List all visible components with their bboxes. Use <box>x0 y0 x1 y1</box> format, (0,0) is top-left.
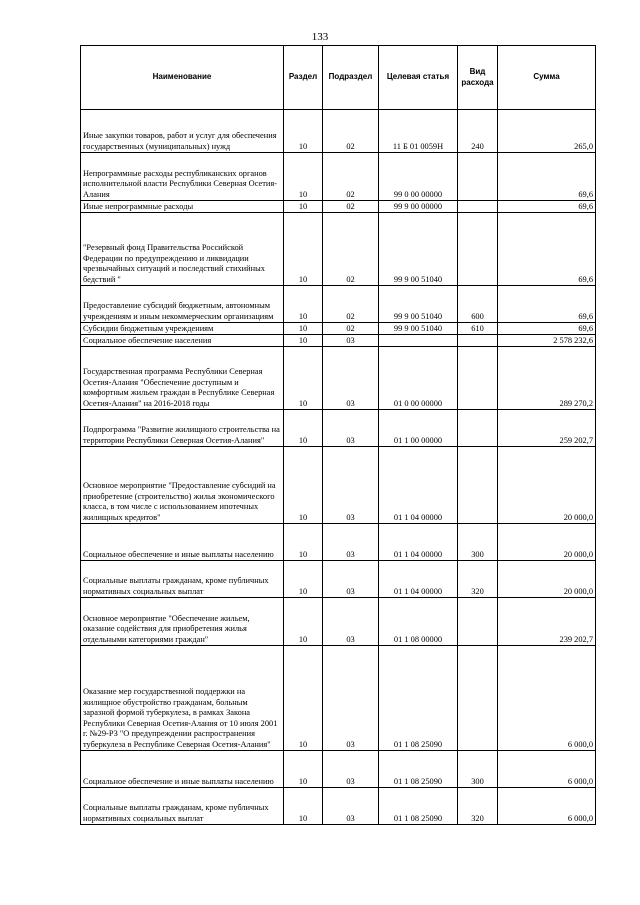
cell-tselevaya: 01 0 00 00000 <box>379 347 458 410</box>
cell-summa: 20 000,0 <box>498 447 596 524</box>
cell-razdel: 10 <box>284 347 323 410</box>
cell-razdel: 10 <box>284 598 323 646</box>
cell-tselevaya: 99 9 00 51040 <box>379 323 458 335</box>
cell-name: Подпрограмма "Развитие жилищного строительства на территории Республики Северная Осетия-Алания" <box>81 410 284 447</box>
cell-tselevaya: 01 1 08 25090 <box>379 646 458 751</box>
cell-summa: 265,0 <box>498 110 596 153</box>
cell-vid: 600 <box>458 286 498 323</box>
cell-razdel: 10 <box>284 788 323 825</box>
cell-podrazdel: 02 <box>323 286 379 323</box>
table-row <box>81 788 596 825</box>
cell-podrazdel: 02 <box>323 323 379 335</box>
cell-name: Социальные выплаты гражданам, кроме публичных нормативных социальных выплат <box>81 561 284 598</box>
cell-vid: 300 <box>458 751 498 788</box>
cell-summa: 69,6 <box>498 213 596 286</box>
column-header-tselevaya: Целевая статья <box>379 46 458 110</box>
cell-tselevaya: 99 0 00 00000 <box>379 153 458 201</box>
cell-podrazdel: 03 <box>323 751 379 788</box>
cell-summa: 20 000,0 <box>498 524 596 561</box>
column-header-vid: Вид расхода <box>458 46 498 110</box>
cell-podrazdel: 03 <box>323 347 379 410</box>
cell-summa: 6 000,0 <box>498 788 596 825</box>
cell-vid <box>458 201 498 213</box>
cell-vid <box>458 335 498 347</box>
cell-tselevaya: 01 1 04 00000 <box>379 447 458 524</box>
cell-tselevaya: 11 Б 01 0059Н <box>379 110 458 153</box>
cell-podrazdel: 02 <box>323 110 379 153</box>
cell-tselevaya: 01 1 04 00000 <box>379 561 458 598</box>
cell-razdel: 10 <box>284 561 323 598</box>
cell-tselevaya: 01 1 08 00000 <box>379 598 458 646</box>
cell-razdel: 10 <box>284 410 323 447</box>
table-row <box>81 347 596 410</box>
cell-summa: 289 270,2 <box>498 347 596 410</box>
cell-tselevaya <box>379 335 458 347</box>
cell-vid: 240 <box>458 110 498 153</box>
cell-name: Предоставление субсидий бюджетным, автономным учреждениям и иным некоммерческим организациям <box>81 286 284 323</box>
cell-razdel: 10 <box>284 213 323 286</box>
cell-razdel: 10 <box>284 447 323 524</box>
cell-razdel: 10 <box>284 646 323 751</box>
cell-podrazdel: 02 <box>323 201 379 213</box>
table-row <box>81 646 596 751</box>
cell-vid <box>458 213 498 286</box>
budget-table <box>80 45 596 825</box>
column-header-name: Наименование <box>81 46 284 110</box>
table-row <box>81 335 596 347</box>
cell-summa: 2 578 232,6 <box>498 335 596 347</box>
cell-name: Иные непрограммные расходы <box>81 201 284 213</box>
cell-summa: 69,6 <box>498 153 596 201</box>
table-row <box>81 561 596 598</box>
cell-vid <box>458 598 498 646</box>
cell-podrazdel: 02 <box>323 213 379 286</box>
cell-razdel: 10 <box>284 110 323 153</box>
cell-tselevaya: 01 1 08 25090 <box>379 788 458 825</box>
cell-podrazdel: 03 <box>323 561 379 598</box>
cell-name: Государственная программа Республики Северная Осетия-Алания "Обеспечение доступным и комфортным жильем граждан в Республике Северная Осетия-Алания" на 2016-2018 годы <box>81 347 284 410</box>
cell-name: Оказание мер государственной поддержки на жилищное обустройство гражданам, больным заразной формой туберкулеза, в рамках Закона Республики Северная Осетия-Алания от 10 июля 2001 г. №29-РЗ "О предупреждении распространения туберкулеза в Республике Северная Осетия-Алания" <box>81 646 284 751</box>
cell-summa: 69,6 <box>498 201 596 213</box>
cell-summa: 69,6 <box>498 323 596 335</box>
cell-podrazdel: 03 <box>323 410 379 447</box>
cell-tselevaya: 01 1 04 00000 <box>379 524 458 561</box>
table-row <box>81 286 596 323</box>
cell-tselevaya: 01 1 08 25090 <box>379 751 458 788</box>
cell-razdel: 10 <box>284 201 323 213</box>
cell-vid: 320 <box>458 561 498 598</box>
table-row <box>81 153 596 201</box>
cell-summa: 259 202,7 <box>498 410 596 447</box>
column-header-summa: Сумма <box>498 46 596 110</box>
cell-podrazdel: 03 <box>323 646 379 751</box>
cell-name: Субсидии бюджетным учреждениям <box>81 323 284 335</box>
table-row <box>81 201 596 213</box>
table-row <box>81 751 596 788</box>
cell-name: Основное мероприятие "Обеспечение жильем, оказание содействия для приобретения жилья отдельными категориями граждан" <box>81 598 284 646</box>
cell-razdel: 10 <box>284 524 323 561</box>
cell-razdel: 10 <box>284 335 323 347</box>
cell-tselevaya: 99 9 00 51040 <box>379 286 458 323</box>
page-number: 133 <box>311 31 329 43</box>
cell-summa: 239 202,7 <box>498 598 596 646</box>
cell-razdel: 10 <box>284 751 323 788</box>
cell-vid <box>458 447 498 524</box>
cell-name: Основное мероприятие "Предоставление субсидий на приобретение (строительство) жилья экономического класса, в том числе с использованием ипотечных жилищных кредитов" <box>81 447 284 524</box>
cell-name: Социальное обеспечение и иные выплаты населению <box>81 524 284 561</box>
table-row <box>81 213 596 286</box>
cell-name: Социальное обеспечение и иные выплаты населению <box>81 751 284 788</box>
cell-podrazdel: 03 <box>323 524 379 561</box>
cell-name: "Резервный фонд Правительства Российской Федерации по предупреждению и ликвидации чрезвычайных ситуаций и последствий стихийных бедствий " <box>81 213 284 286</box>
cell-tselevaya: 99 9 00 00000 <box>379 201 458 213</box>
table-row <box>81 323 596 335</box>
table-header-row <box>81 46 596 110</box>
column-header-podrazdel: Подраздел <box>323 46 379 110</box>
cell-podrazdel: 03 <box>323 447 379 524</box>
cell-name: Социальные выплаты гражданам, кроме публичных нормативных социальных выплат <box>81 788 284 825</box>
cell-vid <box>458 646 498 751</box>
column-header-razdel: Раздел <box>284 46 323 110</box>
cell-name: Непрограммные расходы республиканских органов исполнительной власти Республики Северная Осетия-Алания <box>81 153 284 201</box>
cell-podrazdel: 03 <box>323 598 379 646</box>
cell-summa: 20 000,0 <box>498 561 596 598</box>
cell-razdel: 10 <box>284 286 323 323</box>
cell-tselevaya: 99 9 00 51040 <box>379 213 458 286</box>
cell-vid: 300 <box>458 524 498 561</box>
table-row <box>81 524 596 561</box>
cell-vid: 610 <box>458 323 498 335</box>
cell-razdel: 10 <box>284 323 323 335</box>
cell-name: Иные закупки товаров, работ и услуг для обеспечения государственных (муниципальных) нужд <box>81 110 284 153</box>
cell-vid <box>458 410 498 447</box>
cell-summa: 6 000,0 <box>498 646 596 751</box>
cell-vid <box>458 153 498 201</box>
cell-podrazdel: 03 <box>323 788 379 825</box>
table-row <box>81 598 596 646</box>
cell-razdel: 10 <box>284 153 323 201</box>
table-row <box>81 110 596 153</box>
cell-vid: 320 <box>458 788 498 825</box>
cell-summa: 6 000,0 <box>498 751 596 788</box>
cell-podrazdel: 02 <box>323 153 379 201</box>
table-row <box>81 447 596 524</box>
cell-tselevaya: 01 1 00 00000 <box>379 410 458 447</box>
cell-summa: 69,6 <box>498 286 596 323</box>
cell-vid <box>458 347 498 410</box>
cell-podrazdel: 03 <box>323 335 379 347</box>
cell-name: Социальное обеспечение населения <box>81 335 284 347</box>
table-row <box>81 410 596 447</box>
